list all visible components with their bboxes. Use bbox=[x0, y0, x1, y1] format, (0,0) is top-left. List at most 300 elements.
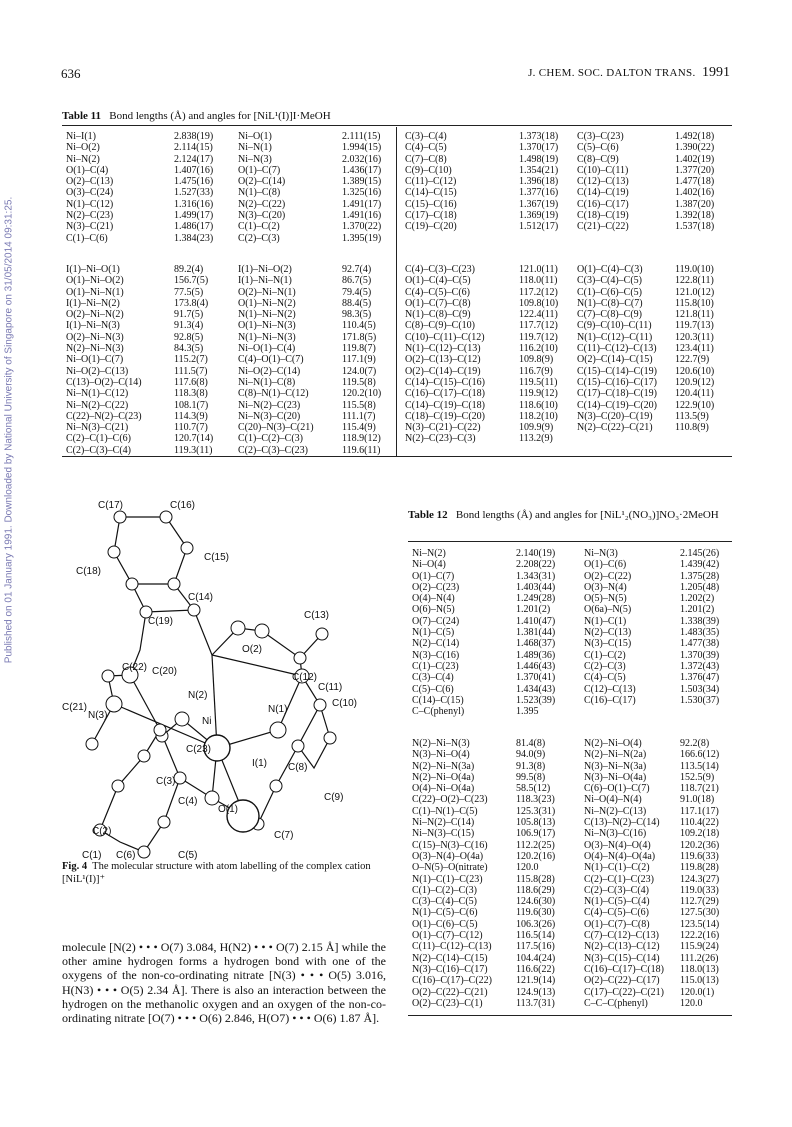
table-row bbox=[405, 320, 731, 331]
bond-label: O(1)–C(7)–C(8) bbox=[584, 918, 650, 930]
bond-value: 1.491(17) bbox=[342, 198, 382, 210]
bond-label: C(1)–C(23) bbox=[412, 660, 459, 672]
bond-label: N(3)–C(15) bbox=[584, 638, 632, 650]
table-row bbox=[405, 131, 731, 142]
bond-value: 106.9(17) bbox=[516, 828, 556, 840]
bond-label: N(1)–C(12)–C(11) bbox=[577, 331, 653, 343]
bond-label: C(2)–C(3)–C(4) bbox=[584, 884, 649, 896]
bond-label: I(1)–Ni–N(2) bbox=[66, 297, 120, 309]
download-watermark: Published on 01 January 1991. Downloaded by National University of Singapore on 31/05/2014 09:31:25. bbox=[3, 196, 15, 664]
bond-value: 1.410(47) bbox=[516, 615, 556, 627]
bond-value: 152.5(9) bbox=[680, 771, 715, 783]
bond-label: C–C–C(phenyl) bbox=[584, 997, 648, 1009]
bond-label: C(9)–C(10)–C(11) bbox=[577, 320, 652, 332]
bond-label: C(8)–N(1)–C(12) bbox=[238, 388, 309, 400]
bond-value: 1.477(38) bbox=[680, 638, 720, 650]
bond-label: Ni–N(2)–C(23) bbox=[238, 399, 301, 411]
table-row bbox=[66, 400, 406, 411]
bond-value: 105.8(13) bbox=[516, 817, 556, 829]
bond-value: 1.434(43) bbox=[516, 683, 556, 695]
bond-label: C(15)–C(16)–C(17) bbox=[577, 376, 657, 388]
bond-value: 121.8(11) bbox=[675, 309, 714, 321]
table-row bbox=[405, 187, 731, 198]
bond-value: 1.489(36) bbox=[516, 649, 556, 661]
bond-value: 1.395 bbox=[516, 706, 539, 718]
bond-value: 1.387(20) bbox=[675, 198, 715, 210]
bond-value: 156.7(5) bbox=[174, 275, 209, 287]
table-row bbox=[412, 738, 736, 749]
bond-value: 94.0(9) bbox=[516, 749, 546, 761]
table-row bbox=[405, 309, 731, 320]
bond-value: 1.384(23) bbox=[174, 232, 214, 244]
table-row bbox=[405, 176, 731, 187]
bond-label: C(1)–N(1)–C(5) bbox=[412, 805, 478, 817]
bond-label: O(2)–C(14)–C(19) bbox=[405, 365, 481, 377]
bond-value: 106.3(26) bbox=[516, 918, 556, 930]
bond-label: I(1)–Ni–O(1) bbox=[66, 264, 120, 275]
bond-label: C(2)–C(3) bbox=[238, 232, 280, 244]
bond-label: N(2)–C(22) bbox=[238, 198, 286, 210]
bond-value: 77.5(5) bbox=[174, 286, 204, 298]
bond-label: I(1)–Ni–O(2) bbox=[238, 264, 292, 275]
bond-label: N(1)–C(1)–C(23) bbox=[412, 873, 483, 885]
bond-value: 1.370(22) bbox=[342, 221, 382, 233]
table12-bottom-rule bbox=[408, 1015, 732, 1016]
atom-label: C(13) bbox=[304, 610, 330, 621]
atom-label: C(19) bbox=[148, 616, 174, 627]
bond-value: 79.4(5) bbox=[342, 286, 372, 298]
bond-label: N(2)–Ni–N(3a) bbox=[412, 760, 475, 772]
bond-value: 1.446(43) bbox=[516, 660, 556, 672]
bond-label: O(6)–N(5) bbox=[412, 604, 455, 616]
table-row bbox=[66, 366, 406, 377]
journal-name: J. CHEM. SOC. DALTON TRANS. bbox=[528, 67, 696, 79]
bond-label bbox=[584, 706, 680, 717]
table-row bbox=[66, 154, 406, 165]
bond-label: C(14)–C(15)–C(16) bbox=[405, 376, 485, 388]
bond-value: 1.407(16) bbox=[174, 164, 214, 176]
table-row bbox=[405, 210, 731, 221]
bond-value: 92.2(8) bbox=[680, 738, 710, 749]
bond-value: 1.369(19) bbox=[519, 210, 559, 222]
bond-value: 120.4(11) bbox=[675, 388, 714, 400]
table12-lengths bbox=[412, 548, 736, 717]
bond-value: 119.6(11) bbox=[342, 444, 381, 456]
bond-value: 1.402(19) bbox=[675, 153, 715, 165]
bond-value: 119.5(8) bbox=[342, 376, 376, 388]
bond-value: 2.838(19) bbox=[174, 131, 214, 142]
figure4-caption bbox=[62, 860, 387, 886]
table-row bbox=[405, 221, 731, 232]
table-row bbox=[412, 783, 736, 794]
table-row bbox=[405, 332, 731, 343]
bond-label: C(16)–C(17)–C(18) bbox=[584, 963, 664, 975]
bond-value: 1.402(16) bbox=[675, 187, 715, 199]
bond-value: 1.498(19) bbox=[519, 153, 559, 165]
bond-label: N(2)–C(14) bbox=[412, 638, 460, 650]
table-row bbox=[66, 377, 406, 388]
table11-angles-left bbox=[66, 264, 406, 456]
table-row bbox=[412, 627, 736, 638]
table-row bbox=[405, 366, 731, 377]
table12-top-rule bbox=[408, 541, 732, 542]
bond-value: 81.4(8) bbox=[516, 738, 546, 749]
bond-value: 1.483(35) bbox=[680, 627, 720, 639]
bond-value: 104.4(24) bbox=[516, 952, 556, 964]
bond-value: 1.994(15) bbox=[342, 142, 382, 154]
bond-value: 2.140(19) bbox=[516, 548, 556, 559]
bond-value: 1.492(18) bbox=[675, 131, 715, 142]
atom-label: C(4) bbox=[178, 796, 198, 807]
bond-value: 112.7(29) bbox=[680, 896, 719, 908]
bond-value: 1.377(16) bbox=[519, 187, 559, 199]
bond-label: C(13)–N(2)–C(14) bbox=[584, 817, 660, 829]
bond-label: C(18)–C(19) bbox=[577, 210, 629, 222]
table12-label: Table 12 bbox=[408, 509, 448, 521]
bond-value: 120.2(16) bbox=[516, 850, 556, 862]
bond-value: 1.392(18) bbox=[675, 210, 715, 222]
bond-value: 1.373(18) bbox=[519, 131, 559, 142]
bond-value: 92.7(4) bbox=[342, 264, 372, 275]
bond-label: Ni–N(3) bbox=[584, 548, 618, 559]
bond-label: C(15)–C(16) bbox=[405, 198, 457, 210]
atom-label: C(18) bbox=[76, 566, 102, 577]
table-row bbox=[412, 998, 736, 1009]
bond-label: Ni–O(2) bbox=[66, 142, 100, 154]
bond-value: 119.6(33) bbox=[680, 850, 719, 862]
bond-label: N(2)–C(22)–C(21) bbox=[577, 422, 653, 434]
bond-value: 119.7(12) bbox=[519, 331, 558, 343]
bond-label: N(3)–Ni–N(3a) bbox=[584, 760, 647, 772]
bond-label: Ni–N(3)–C(20) bbox=[238, 410, 301, 422]
table-row bbox=[66, 320, 406, 331]
bond-label: N(1)–C(12)–C(13) bbox=[405, 343, 481, 355]
bond-label: N(3)–C(21)–C(22) bbox=[405, 422, 481, 434]
bond-label: C(7)–C(8)–C(9) bbox=[577, 309, 642, 321]
bond-value: 116.6(22) bbox=[516, 963, 555, 975]
bond-value: 119.8(7) bbox=[342, 343, 376, 355]
table-row bbox=[66, 354, 406, 365]
bond-label: O(2)–C(13)–C(12) bbox=[405, 354, 481, 366]
table-row bbox=[66, 275, 406, 286]
bond-value: 118.9(12) bbox=[342, 433, 381, 445]
bond-value bbox=[680, 706, 736, 717]
bond-label: C(1)–C(6) bbox=[66, 232, 108, 244]
bond-label: N(3)–C(20) bbox=[238, 210, 286, 222]
bond-value: 2.114(15) bbox=[174, 142, 213, 154]
table-row bbox=[412, 593, 736, 604]
table-row bbox=[66, 142, 406, 153]
bond-value: 1.354(21) bbox=[519, 164, 559, 176]
bond-value: 115.0(13) bbox=[680, 975, 719, 987]
figure4 bbox=[62, 500, 382, 860]
bond-value: 116.5(14) bbox=[516, 930, 555, 942]
table-row bbox=[412, 828, 736, 839]
bond-label: C(1)–C(2)–C(3) bbox=[412, 884, 477, 896]
bond-value: 111.1(7) bbox=[342, 410, 376, 422]
bond-label: N(2)–Ni–N(3) bbox=[66, 343, 124, 355]
bond-label: C(16)–C(17)–C(22) bbox=[412, 975, 492, 987]
bond-label: C(13)–O(2)–C(14) bbox=[66, 376, 142, 388]
bond-value: 1.343(31) bbox=[516, 570, 556, 582]
bond-value: 119.3(11) bbox=[174, 444, 213, 456]
bond-value: 110.4(5) bbox=[342, 320, 376, 332]
bond-value: 1.530(37) bbox=[680, 694, 720, 706]
page-number: 636 bbox=[61, 66, 81, 81]
atom-label: C(1) bbox=[82, 850, 102, 860]
bond-value: 115.4(9) bbox=[342, 422, 376, 434]
bond-label: Ni–O(1)–C(7) bbox=[66, 354, 124, 366]
bond-label: O(3)–N(4) bbox=[584, 581, 627, 593]
bond-value: 117.1(9) bbox=[342, 354, 376, 366]
bond-label: Ni–O(4) bbox=[412, 559, 446, 571]
bond-value: 121.0(12) bbox=[675, 286, 715, 298]
table11-caption bbox=[62, 110, 331, 122]
bond-label: Ni–N(2)–C(13) bbox=[584, 805, 647, 817]
bond-value: 124.6(30) bbox=[516, 896, 556, 908]
bond-label: C(14)–C(19) bbox=[577, 187, 629, 199]
table-row bbox=[66, 287, 406, 298]
table-row bbox=[412, 987, 736, 998]
bond-label: N(1)–C(8) bbox=[238, 187, 281, 199]
table-row bbox=[405, 264, 731, 275]
table-row bbox=[66, 298, 406, 309]
bond-label: C(10)–C(11) bbox=[577, 164, 629, 176]
ring-upper bbox=[114, 517, 187, 584]
bond-value: 118.6(10) bbox=[519, 399, 558, 411]
atom-label: C(15) bbox=[204, 552, 230, 563]
bond-value: 1.477(18) bbox=[675, 176, 715, 188]
table-row bbox=[66, 199, 406, 210]
bond-value: 119.8(28) bbox=[680, 862, 719, 874]
table-row bbox=[405, 298, 731, 309]
bond-label: C(11)–C(12)–C(13) bbox=[412, 941, 492, 953]
bond-label: N(2)–C(13)–C(12) bbox=[584, 941, 660, 953]
table-row bbox=[412, 817, 736, 828]
bond-value: 118.3(23) bbox=[516, 794, 555, 806]
table-row bbox=[412, 930, 736, 941]
bond-value: 1.396(18) bbox=[519, 176, 559, 188]
table-row bbox=[66, 210, 406, 221]
bond-label: C(1)–C(2) bbox=[238, 221, 280, 233]
bond-value: 117.6(8) bbox=[174, 376, 208, 388]
bond-value: 98.3(5) bbox=[342, 309, 372, 321]
bond-value: 120.3(11) bbox=[675, 331, 714, 343]
table-row bbox=[412, 616, 736, 627]
bond-label: N(3)–C(15)–C(14) bbox=[584, 952, 660, 964]
bond-label: Ni–N(2) bbox=[412, 548, 446, 559]
bond-value: 1.338(39) bbox=[680, 615, 720, 627]
bond-value: 117.5(16) bbox=[516, 941, 555, 953]
atom-label: O(2) bbox=[242, 644, 262, 655]
bond-label: C(11)–C(12)–C(13) bbox=[577, 343, 657, 355]
bond-label: C(17)–C(22)–C(21) bbox=[584, 986, 664, 998]
bond-value: 1.316(16) bbox=[174, 198, 214, 210]
bond-label: C(14)–C(19)–C(20) bbox=[577, 399, 657, 411]
table-row bbox=[405, 275, 731, 286]
bond-value: 1.512(17) bbox=[519, 221, 559, 233]
table-row bbox=[66, 131, 406, 142]
table-row bbox=[405, 354, 731, 365]
table-row bbox=[66, 221, 406, 232]
bond-label: O(2)–C(22) bbox=[584, 570, 632, 582]
table-row bbox=[412, 907, 736, 918]
table-row bbox=[412, 582, 736, 593]
bond-value: 124.0(7) bbox=[342, 365, 377, 377]
bond-value: 118.3(8) bbox=[174, 388, 208, 400]
atom-label: N(3) bbox=[88, 710, 108, 721]
bond-label: C(4)–C(5) bbox=[584, 672, 626, 684]
bond-label: Ni–O(1) bbox=[238, 131, 272, 142]
bond-label: N(2)–C(14)–C(15) bbox=[412, 952, 488, 964]
bond-value: 2.145(26) bbox=[680, 548, 720, 559]
bond-label: N(2)–C(23) bbox=[66, 210, 114, 222]
bond-label: Ni–N(1) bbox=[238, 142, 272, 154]
bond-label: Ni–N(2)–C(22) bbox=[66, 399, 129, 411]
bond-value: 120.0(1) bbox=[680, 986, 715, 998]
bond-label: N(2)–C(23)–C(3) bbox=[405, 433, 476, 445]
bond-value: 118.7(21) bbox=[680, 783, 719, 795]
bond-label: C(3)–C(4) bbox=[412, 672, 454, 684]
body-paragraph: molecule [N(2) • • • O(7) 3.084, H(N2) • • • O(7) 2.15 Å] while the other amine hydrogen forms a hydrogen bond with one of the oxygens of the non-co-ordinating nitrate [N(3) • • • O(5) 3.016, H(N3) • • • O(5) 2.34 Å]. There is also an interaction between the hydrogen on the methanolic oxygen and an oxygen of the non-co-ordinating nitrate [O(7) • • • O(6) 2.846, H(O7) • • • O(6) 1.87 Å]. bbox=[62, 940, 386, 1026]
bond-value: 1.527(33) bbox=[174, 187, 214, 199]
bond-label: N(3)–C(16) bbox=[412, 649, 460, 661]
bond-value: 120.0 bbox=[516, 862, 539, 874]
bond-label: O(1)–C(4)–C(3) bbox=[577, 264, 643, 275]
atom-label: C(21) bbox=[62, 702, 88, 713]
table-row bbox=[412, 975, 736, 986]
table-row bbox=[66, 445, 406, 456]
table-row bbox=[405, 154, 731, 165]
bond-label: C(20)–N(3)–C(21) bbox=[238, 422, 314, 434]
bond-label: C(4)–C(5) bbox=[405, 142, 447, 154]
bond-value: 124.3(27) bbox=[680, 873, 720, 885]
atom-label: N(1) bbox=[268, 704, 288, 715]
bond-value: 113.7(31) bbox=[516, 997, 555, 1009]
table-row bbox=[405, 287, 731, 298]
bond-value: 119.0(10) bbox=[675, 264, 714, 275]
bond-label: Ni–I(1) bbox=[66, 131, 96, 142]
bond-value: 115.5(8) bbox=[342, 399, 376, 411]
table-row bbox=[412, 761, 736, 772]
bond-label: O(3)–N(4)–O(4a) bbox=[412, 850, 484, 862]
table-row bbox=[412, 548, 736, 559]
bond-value: 1.439(42) bbox=[680, 559, 720, 571]
table-row bbox=[412, 772, 736, 783]
bond-label: C(14)–C(15) bbox=[412, 694, 464, 706]
bond-value: 114.3(9) bbox=[174, 410, 208, 422]
bond-label: C(1)–C(2)–C(3) bbox=[238, 433, 303, 445]
bond-value: 110.8(9) bbox=[675, 422, 709, 434]
bond-value: 125.3(31) bbox=[516, 805, 556, 817]
bond-value: 118.0(11) bbox=[519, 275, 558, 287]
bond-label: Ni–N(1)–C(8) bbox=[238, 376, 296, 388]
atom-label: C(11) bbox=[318, 682, 343, 693]
bond-value: 2.208(22) bbox=[516, 559, 556, 571]
bond-label: C–C(phenyl) bbox=[412, 706, 465, 718]
bond-label: N(1)–C(8)–C(7) bbox=[577, 297, 643, 309]
bond-value: 1.395(19) bbox=[342, 232, 382, 244]
table-row bbox=[412, 896, 736, 907]
bond-value: 1.325(16) bbox=[342, 187, 382, 199]
bond-value: 120.2(10) bbox=[342, 388, 382, 400]
bond-label: C(2)–C(3)–C(4) bbox=[66, 444, 131, 456]
bond-value: 120.9(12) bbox=[675, 376, 715, 388]
bond-value: 91.3(4) bbox=[174, 320, 204, 332]
bond-label: C(15)–C(14)–C(19) bbox=[577, 365, 657, 377]
bond-label: N(2)–Ni–N(2a) bbox=[584, 749, 647, 761]
bond-label: O(1)–C(7)–C(12) bbox=[412, 930, 483, 942]
bond-label: N(1)–Ni–N(2) bbox=[238, 309, 296, 321]
bond-label: N(1)–C(5)–C(6) bbox=[412, 907, 478, 919]
bond-label: C(1)–C(6)–C(5) bbox=[577, 286, 642, 298]
bond-label: Ni–N(3)–C(15) bbox=[412, 828, 475, 840]
bond-label: O(1)–C(7) bbox=[238, 164, 281, 176]
table-row bbox=[405, 422, 731, 433]
atom-label: C(12) bbox=[292, 672, 318, 683]
bond-value: 1.499(17) bbox=[174, 210, 214, 222]
bond-label: O(4)–Ni–O(4a) bbox=[412, 783, 475, 795]
bond-value: 99.5(8) bbox=[516, 771, 546, 783]
bond-value: 117.1(17) bbox=[680, 805, 719, 817]
bond-value: 118.6(29) bbox=[516, 884, 555, 896]
bond-label: C(12)–C(13) bbox=[584, 683, 636, 695]
bond-value: 119.0(33) bbox=[680, 884, 719, 896]
bond-value: 1.389(15) bbox=[342, 176, 382, 188]
bond-label: C(3)–C(4)–C(5) bbox=[412, 896, 477, 908]
bond-label: C(3)–C(4)–C(5) bbox=[577, 275, 642, 287]
table-row bbox=[412, 638, 736, 649]
bond-value: 117.2(12) bbox=[519, 286, 558, 298]
table-row bbox=[405, 377, 731, 388]
table-row bbox=[412, 604, 736, 615]
bond-label: C(11)–C(12) bbox=[405, 176, 457, 188]
table-row bbox=[412, 706, 736, 717]
bond-label: O(2)–Ni–N(2) bbox=[66, 309, 124, 321]
bond-label: O(2)–C(13) bbox=[66, 176, 114, 188]
bond-label: Ni–N(3) bbox=[238, 153, 272, 165]
atom-label: Ni bbox=[202, 716, 212, 727]
bond-value: 122.4(11) bbox=[519, 309, 558, 321]
bond-value bbox=[675, 433, 731, 444]
bond-label: O(1)–C(6)–C(5) bbox=[412, 918, 478, 930]
bond-value: 173.8(4) bbox=[174, 297, 209, 309]
bond-label: C(16)–C(17) bbox=[577, 198, 629, 210]
bond-label: C(17)–C(18)–C(19) bbox=[577, 388, 657, 400]
bond-value: 92.8(5) bbox=[174, 331, 204, 343]
bond-value: 109.8(9) bbox=[519, 354, 554, 366]
table-row bbox=[66, 187, 406, 198]
table-row bbox=[412, 650, 736, 661]
table-row bbox=[412, 806, 736, 817]
bond-label: C(4)–C(3)–C(23) bbox=[405, 264, 475, 275]
bond-value: 1.486(17) bbox=[174, 221, 214, 233]
bond-value: 124.9(13) bbox=[516, 986, 556, 998]
bond-value: 1.491(16) bbox=[342, 210, 382, 222]
bond-value: 89.2(4) bbox=[174, 264, 204, 275]
bond-value: 115.2(7) bbox=[174, 354, 208, 366]
bond-value: 1.537(18) bbox=[675, 221, 715, 233]
bond-label: C(2)–C(3)–C(23) bbox=[238, 444, 308, 456]
bond-value: 1.370(39) bbox=[680, 649, 720, 661]
bond-label: N(1)–Ni–N(3) bbox=[238, 331, 296, 343]
table-row bbox=[405, 343, 731, 354]
bond-value: 91.7(5) bbox=[174, 309, 204, 321]
bond-label: C(3)–C(23) bbox=[577, 131, 624, 142]
bond-value: 118.2(10) bbox=[519, 410, 558, 422]
bond-label: N(3)–Ni–O(4a) bbox=[584, 771, 647, 783]
bond-value: 2.111(15) bbox=[342, 131, 381, 142]
